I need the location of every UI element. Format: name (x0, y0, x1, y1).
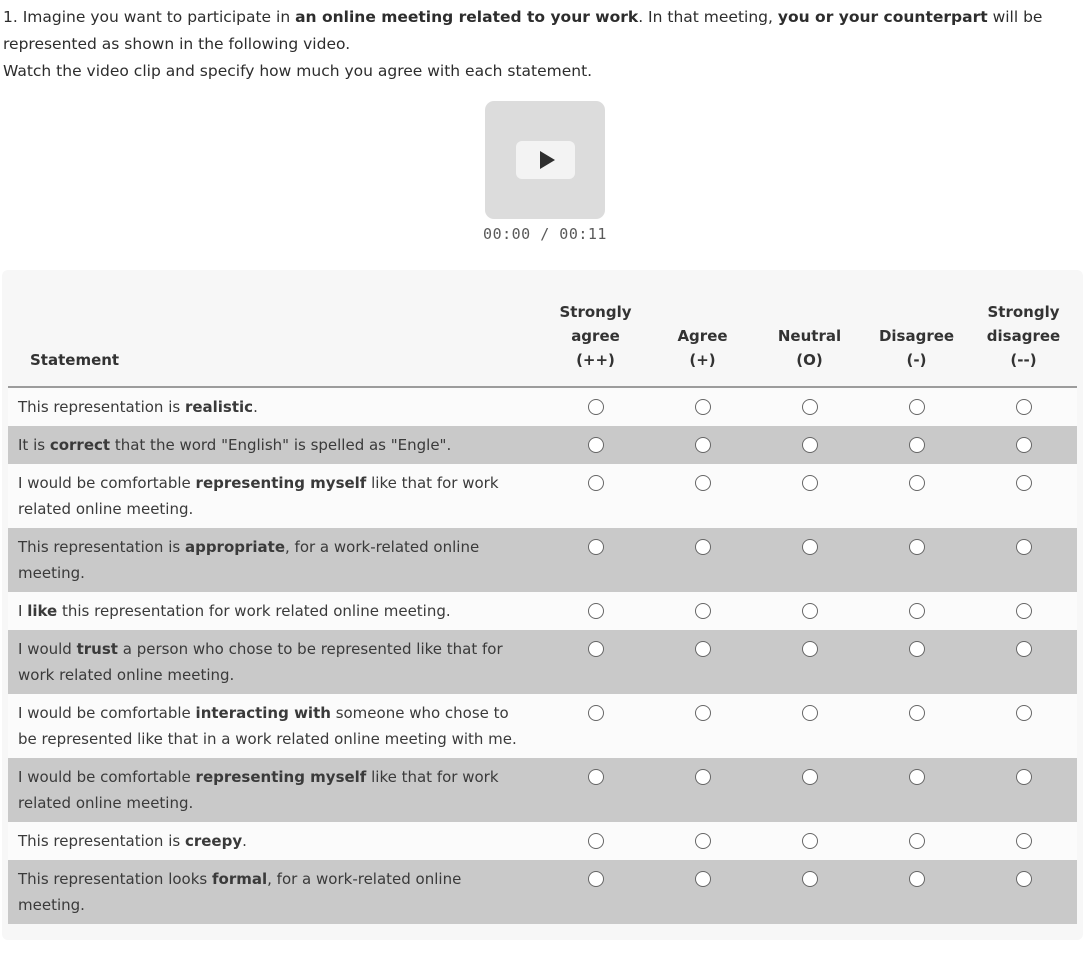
radio-strongly-agree[interactable] (588, 437, 604, 453)
statement-cell: I like this representation for work related online meeting. (18, 602, 451, 620)
table-row (8, 860, 1077, 924)
radio-strongly-agree[interactable] (588, 539, 604, 555)
video-thumbnail[interactable] (485, 101, 605, 219)
radio-disagree[interactable] (909, 603, 925, 619)
statement-cell: I would be comfortable interacting with someone who chose to be represented like that in a work related online meeting with me. (18, 704, 517, 748)
header-row (8, 270, 1077, 387)
radio-strongly-disagree[interactable] (1016, 833, 1032, 849)
radio-disagree[interactable] (909, 475, 925, 491)
play-button[interactable] (516, 141, 575, 179)
video-player (0, 101, 1090, 243)
table-row (8, 426, 1077, 464)
radio-strongly-agree[interactable] (588, 399, 604, 415)
question-intro (0, 0, 1088, 85)
table-row (8, 528, 1077, 592)
table-row (8, 630, 1077, 694)
statement-cell: I would be comfortable representing myself like that for work related online meeting. (18, 474, 499, 518)
radio-disagree[interactable] (909, 399, 925, 415)
table-row (8, 694, 1077, 758)
radio-strongly-disagree[interactable] (1016, 399, 1032, 415)
radio-strongly-agree[interactable] (588, 833, 604, 849)
radio-strongly-agree[interactable] (588, 871, 604, 887)
radio-neutral[interactable] (802, 603, 818, 619)
radio-neutral[interactable] (802, 833, 818, 849)
table-row (8, 592, 1077, 630)
radio-strongly-disagree[interactable] (1016, 871, 1032, 887)
table-row (8, 758, 1077, 822)
radio-strongly-agree[interactable] (588, 705, 604, 721)
radio-agree[interactable] (695, 871, 711, 887)
video-time: 00:00 / 00:11 (483, 225, 607, 243)
radio-neutral[interactable] (802, 705, 818, 721)
radio-strongly-disagree[interactable] (1016, 603, 1032, 619)
radio-agree[interactable] (695, 539, 711, 555)
table-row (8, 464, 1077, 528)
question-text-bold: you or your counterpart (777, 8, 988, 26)
radio-disagree[interactable] (909, 437, 925, 453)
statement-cell: It is correct that the word "English" is spelled as "Engle". (18, 436, 452, 454)
radio-neutral[interactable] (802, 539, 818, 555)
statement-column-header: Statement (8, 270, 542, 387)
statement-cell: This representation looks formal, for a work-related online meeting. (18, 870, 462, 914)
radio-neutral[interactable] (802, 769, 818, 785)
radio-agree[interactable] (695, 399, 711, 415)
radio-disagree[interactable] (909, 833, 925, 849)
column-header-neutral: Neutral (O) (756, 270, 863, 387)
radio-strongly-disagree[interactable] (1016, 437, 1032, 453)
radio-disagree[interactable] (909, 641, 925, 657)
radio-strongly-agree[interactable] (588, 475, 604, 491)
radio-neutral[interactable] (802, 475, 818, 491)
radio-disagree[interactable] (909, 769, 925, 785)
column-header-agree: Agree (+) (649, 270, 756, 387)
radio-strongly-disagree[interactable] (1016, 539, 1032, 555)
radio-agree[interactable] (695, 437, 711, 453)
question-text-part: 1. Imagine you want to participate in (3, 8, 296, 26)
radio-strongly-agree[interactable] (588, 603, 604, 619)
table-row (8, 387, 1077, 426)
play-icon (540, 151, 555, 169)
column-header-disagree: Disagree (-) (863, 270, 970, 387)
statement-cell: I would be comfortable representing myself like that for work related online meeting. (18, 768, 499, 812)
radio-agree[interactable] (695, 833, 711, 849)
radio-strongly-agree[interactable] (588, 769, 604, 785)
question-text-part: will be represented as shown in the following video. (3, 8, 1043, 53)
radio-neutral[interactable] (802, 871, 818, 887)
statement-cell: This representation is appropriate, for a work-related online meeting. (18, 538, 480, 582)
radio-agree[interactable] (695, 603, 711, 619)
column-header-strongly-disagree: Strongly disagree (--) (970, 270, 1077, 387)
column-header-strongly-agree: Strongly agree (++) (542, 270, 649, 387)
radio-neutral[interactable] (802, 437, 818, 453)
question-text-bold: an online meeting related to your work (295, 8, 639, 26)
radio-strongly-agree[interactable] (588, 641, 604, 657)
radio-strongly-disagree[interactable] (1016, 475, 1032, 491)
question-instruction: Watch the video clip and specify how much you agree with each statement. (3, 62, 593, 80)
radio-disagree[interactable] (909, 871, 925, 887)
radio-agree[interactable] (695, 705, 711, 721)
question-text-part: . In that meeting, (638, 8, 778, 26)
statement-cell: I would trust a person who chose to be represented like that for work related online meeting. (18, 640, 503, 684)
table-row (8, 822, 1077, 860)
question-text (3, 4, 1088, 58)
radio-neutral[interactable] (802, 399, 818, 415)
radio-agree[interactable] (695, 769, 711, 785)
radio-strongly-disagree[interactable] (1016, 769, 1032, 785)
statement-cell: This representation is realistic. (18, 398, 258, 416)
likert-table (8, 270, 1077, 924)
radio-disagree[interactable] (909, 705, 925, 721)
radio-strongly-disagree[interactable] (1016, 641, 1032, 657)
radio-neutral[interactable] (802, 641, 818, 657)
radio-agree[interactable] (695, 641, 711, 657)
radio-agree[interactable] (695, 475, 711, 491)
radio-disagree[interactable] (909, 539, 925, 555)
statement-cell: This representation is creepy. (18, 832, 247, 850)
radio-strongly-disagree[interactable] (1016, 705, 1032, 721)
likert-table-container (2, 270, 1083, 940)
